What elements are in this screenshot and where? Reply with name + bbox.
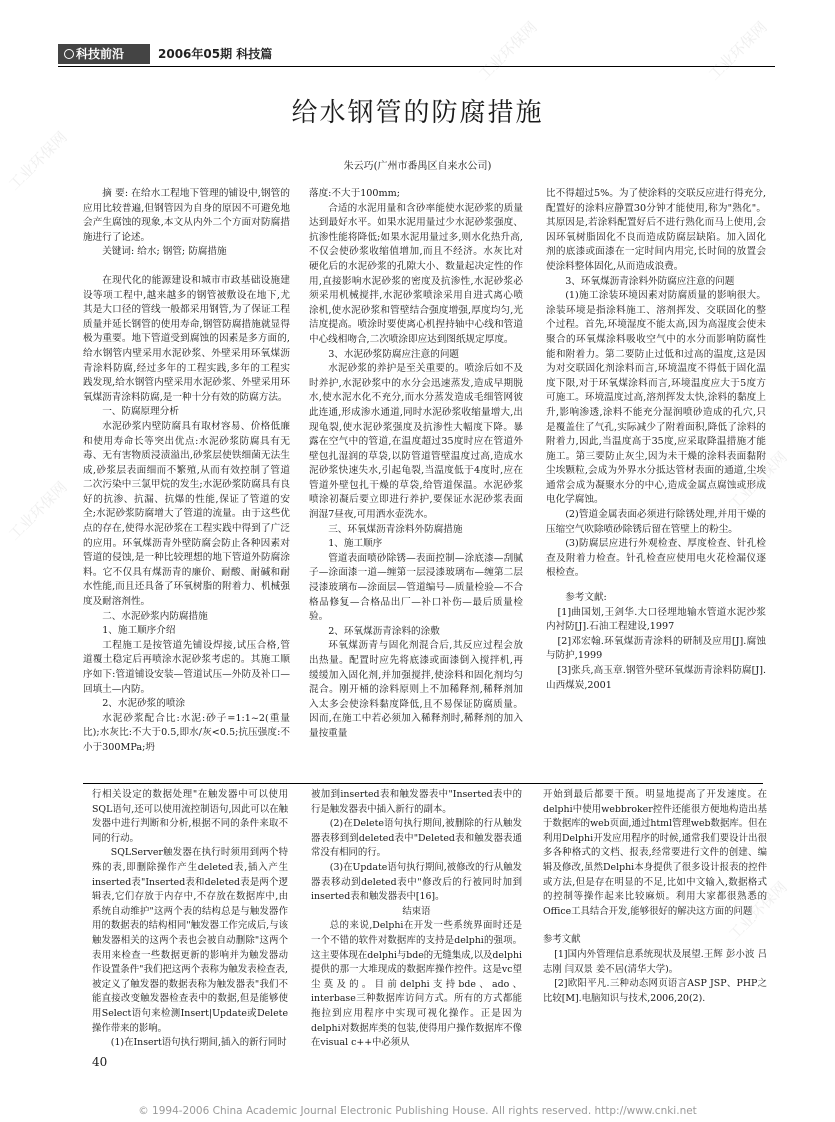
paragraph: 比不得超过5%。为了使涂料的交联反应进行得充分,配置好的涂料应静置30分钟才能使用,称为"熟化"。其原因是,若涂料配置好后不进行熟化而马上使用,会因环氧树脂固化不良而造成防腐层缺陷。加入固化剂的底漆或面漆在一定时间内用完,长时间的放置会使涂料整体固化,从而造成浪费。 [546,188,766,272]
paragraph: 环氧煤沥青与固化剂混合后,其反应过程会放出热量。配置时应先将底漆或面漆倒入搅拌机,再缓缓加入固化剂,并加强搅拌,使涂料和固化剂均匀混合。刚开桶的涂料原则上不加稀释剂,稀释剂加入太多会使涂料黏度降低,且不易保证防腐质量。因而,在施工中若必须加入稀释剂时,稀释剂的加入量按重量 [309,640,523,739]
paragraph: (3)防腐层应进行外观检查、厚度检查、针孔检查及附着力检查。针孔检查应使用电火花检漏仪逐根检查。 [546,538,766,579]
reference-item: [2]欧阳平凡.三种动态网页语言ASP JSP、PHP之比较[M].电脑知识与技术,2006,20(2). [543,978,767,1004]
paragraph: 管道表面喷砂除锈—表面控制—涂底漆—刮腻子—涂面漆一道—缠第一层浸漆玻璃布—缠第二层浸漆玻璃布—涂面层—管道编号—质量检验—不合格品修复—合格品出厂—补口补伤—最后质量检验。 [309,552,523,623]
subsection-heading: 3、水泥砂浆防腐应注意的问题 [328,348,460,360]
paragraph: 合适的水泥用量和含砂率能使水泥砂浆的质量达到最好水平。如果水泥用量过少水泥砂浆强度、抗渗性能将降低;如果水泥用量过多,则水化热升高,不仅会使砂浆收缩值增加,而且不经济。水灰比对硬化后的水泥砂浆的孔隙大小、数量起决定性的作用,直接影响水泥砂浆的密度及抗渗性,水泥砂浆必须采用机械搅拌,水泥砂浆喷涂采用自进式离心喷涂机,使水泥砂浆和管壁结合强度增强,厚度均匀,光洁度提高。喷涂时要使离心机捏持轴中心线和管道中心线相吻合,二次喷涂即应达到图纸规定厚度。 [309,202,523,345]
paragraph: 水泥砂浆配合比:水泥:砂子=1:1~2(重量比);水灰比:不大于0.5,即水/灰<0.5;抗压强度:不小于300MPa;坍 [83,712,290,753]
reference-item: [2]邓宏翰.环氧煤沥青涂料的研制及应用[J].腐蚀与防护,1999 [546,635,766,662]
reference-item: [3]张兵,高玉章.钢管外壁环氧煤沥青涂料防腐[J].山西煤炭,2001 [546,665,766,691]
section-heading: 三、环氧煤沥青涂料外防腐措施 [328,523,463,535]
paragraph: (2)管道金属表面必须进行除锈处理,并用干燥的压缩空气吹除喷砂除锈后留在管壁上的粉尘。 [546,509,766,535]
section-heading: 一、防腐原理分析 [102,406,179,418]
paragraph: (1)在Insert语句执行期间,插入的新行同时 [110,1037,287,1049]
subsection-heading: 1、施工顺序 [328,538,383,550]
running-header [58,44,775,67]
section-heading: 二、水泥砂浆内防腐措施 [102,610,208,622]
circle-icon [64,49,74,59]
paragraph: 总的来说,Delphi在开发一些系统界面时还是一个不错的软件对数据库的支持是delphi的强项。这主要体现在delphi与bde的无缝集成,以及delphi提供的那一大堆现成的数据库操作控件。这是vc望尘莫及的。目前delphi支持bde、ado、interbase三种数据库访问方式。所有的方式都能拖拉到应用程序中实现可视化操作。正是因为delphi对数据库类的包装,使得用户操作数据库不像在visual c++中必须从 [311,920,522,1049]
watermark: 工业环保网 [4,477,71,544]
copyright-footer: © 1994-2006 China Academic Journal Electronic Publishing House. All rights reserved. http://www.cnki.net [138,1105,697,1117]
paragraph: 开始到最后都要干预。明显地提高了开发速度。在delphi中使用webbroker控件还能很方便地构造出基于数据库的web页面,通过html管理web数据库。但在利用Delphi开发应用程序的时候,通常我们要设计出很多各种格式的文档、报表,经常要进行文件的创建、编辑及修改,虽然Delphi本身提供了很多设计报表的控件或方法,但是存在明显的不足,比如中文输入,数据格式的控制等操作起来比较麻烦。利用大家都很熟悉的Office工具结合开发,能够很好的解决这方面的问题 [543,789,767,917]
section-tag: 科技前沿 [58,44,150,64]
paragraph: 工程施工是按管道先铺设焊接,试压合格,管道覆土稳定后再喷涂水泥砂浆考虑的。其施工顺序如下:管道铺设安装—管道试压—外防及补口—回填土—内防。 [83,639,290,695]
bottom-column-2 [311,788,522,1073]
column-1 [83,187,290,765]
reference-item: [1]国内外管理信息系统现状及展望.王辉 彭小波 吕志刚 闫双景 姜不居(清华大学)。 [543,948,767,975]
paragraph: 水泥砂浆的养护是至关重要的。喷涂后如不及时养护,水泥砂浆中的水分会迅速蒸发,造成早期脱水,使水泥水化不充分,而水分蒸发造成毛细管网彼此连通,形成渗水通道,同时水泥砂浆收缩量增大,出现龟裂,使水泥砂浆强度及抗渗性大幅度下降。暴露在空气中的管道,在温度超过35度时应在管道外壁包扎湿润的草袋,以防管道管壁温度过高,造成水泥砂浆快速失水,引起龟裂,当温度低于4度时,应在管道外壁包扎干燥的草袋,给管道保温。水泥砂浆喷涂初凝后要立即进行养护,要保证水泥砂浆表面润湿7昼夜,可用洒水壶洗水。 [309,363,523,521]
watermark: 工业环保网 [4,127,71,194]
issue-label: 2006年05期 科技篇 [158,47,273,61]
paragraph: (2)在Delete语句执行期间,被删除的行从触发器表移到到deleted表中"Deleted表和触发器表通常没有相同的行。 [311,818,522,859]
paragraph: (1)施工涂装环境因素对防腐质量的影响很大。涂装环境是指涂料施工、溶剂挥发、交联固化的整个过程。首先,环境湿度不能太高,因为高湿度会使未聚合的环氧煤涂料吸收空气中的水分而影响防腐性能和附着力。第二要防止过低和过高的温度,这是因为对交联固化剂涂料而言,环境温度不得低于固化温度下限,对于环氧煤涂料而言,环境温度应大于5度方可施工。环境温度过高,溶剂挥发太快,涂料的黏度上升,影响渗透,涂料不能充分湿润喷砂造成的孔穴,只是覆盖住了气孔,实际减少了附着面积,降低了涂料的附着力,因此,当温度高于35度,应采取降温措施才能施工。第三要防止灰尘,因为未干燥的涂料表面黏附尘埃颗粒,会成为外界水分抵达管材表面的通道,尘埃通常会成为凝聚水分的中心,造成金属点腐蚀或形成电化学腐蚀。 [546,290,766,506]
references-heading: 参考文献: [565,592,607,604]
paragraph: 水泥砂浆内壁防腐具有取材容易、价格低廉和使用寿命长等突出优点:水泥砂浆防腐具有无毒、无有害物质浸渍溢出,砂浆层使铁细菌无法生成,砂浆层表面细而不繁殖,从而有效控制了管道二次污染中三氯甲烷的发生;水泥砂浆防腐具有良好的抗渗、抗漏、抗爆的性能,保证了管道的安全;水泥砂浆防腐增大了管道的流量。由于这些优点的存在,使得水泥砂浆在工程实践中得到了广泛的应用。环氧煤沥青外壁防腐会防止各种因素对管道的侵蚀,是一种比较理想的地下管道外防腐涂料。它不仅具有煤沥青的廉价、耐酸、耐碱和耐水性能,而且还具备了环氧树脂的附着力、机械强度及耐溶剂性。 [83,420,290,608]
references-heading: 参考文献 [543,934,581,946]
article-author: 朱云巧(广州市番禺区自来水公司) [343,161,492,172]
subsection-heading: 2、水泥砂浆的喷涂 [102,698,186,710]
subsection-heading: 3、环氧煤沥青涂料外防腐应注意的问题 [565,275,735,287]
subsection-heading: 1、施工顺序介绍 [102,625,176,637]
paragraph: 在现代化的能源建设和城市市政基础设施建设等项工程中,越来越多的钢管被敷设在地下,尤其是大口径的管线一般都采用钢管,为了保证工程质量并延长钢管的使用寿命,钢管防腐措施就显得极为重要。地下管道受到腐蚀的因素是多方面的,给水钢管内壁采用水泥砂浆、外壁采用环氧煤沥青涂料防腐,经过多年的工程实践,多年的工程实践发现,给水钢管内壁采用水泥砂浆、外壁采用环氧煤沥青涂料防腐,是一种十分有效的防腐方法。 [83,274,290,403]
paragraph: 落度:不大于100mm; [309,188,400,199]
paragraph: 行相关设定的数据处理"在触发器中可以使用SQL语句,还可以使用流控制语句,因此可以在触发器中进行判断和分析,根据不同的条件来取不同的行动。 [92,789,288,844]
watermark: 工业环保网 [724,877,791,944]
watermark: 工业环保网 [474,17,541,84]
paragraph: 被加到inserted表和触发器表中"Inserted表中的行是触发器表中插入新行的副本。 [311,789,522,815]
abstract: 摘 要: 在给水工程地下管理的铺设中,钢管的应用比较普遍,但钢管因为自身的原因不可避免地会产生腐蚀的现象,本文从内外二个方面对防腐措施进行了论述。 [83,188,290,243]
paragraph: SQLServer触发器在执行时须用到两个特殊的表,即删除操作产生deleted表,插入产生inserted表"Inserted表和deleted表是两个逻辑表,它们存放于内存中,不存放在数据库中,由系统自动维护"这两个表的结构总是与触发器作用的数据表的结构相同"触发器工作完成后,与该触发器相关的这两个表也会被自动删除"这两个表用来检查一些数据更新的影响并为触发器动作设置条件"我们把这两个表称为触发表检查表,被定义了触发器的数据表称为触发器表"我们不能直接改变触发器检查表中的数据,但是能够使用Select语句来检测Insert|Update或Delete操作带来的影响。 [92,847,288,1034]
reference-item: [1]曲国划,王剑华.大口径埋地输水管道水泥沙浆内衬防[J].石油工程建设,1997 [546,606,766,633]
keywords: 关键词: 给水; 钢管; 防腐措施 [102,246,227,258]
page-number: 40 [92,1055,108,1069]
section-heading: 结束语 [402,905,431,917]
paragraph: (3)在Update语句执行期间,被修改的行从触发器表移动到deleted表中"修改后的行被同时加到inserted表和触发器表中[16]。 [311,861,522,903]
bottom-column-1 [92,788,288,1073]
column-2 [309,187,523,765]
watermark: 工业环保网 [724,447,791,514]
subsection-heading: 2、环氧煤沥青涂料的涂敷 [328,625,440,637]
article-divider [83,783,763,784]
article-title: 给水钢管的防腐措施 [291,98,544,128]
column-3 [546,187,766,765]
watermark: 工业环保网 [704,17,771,84]
